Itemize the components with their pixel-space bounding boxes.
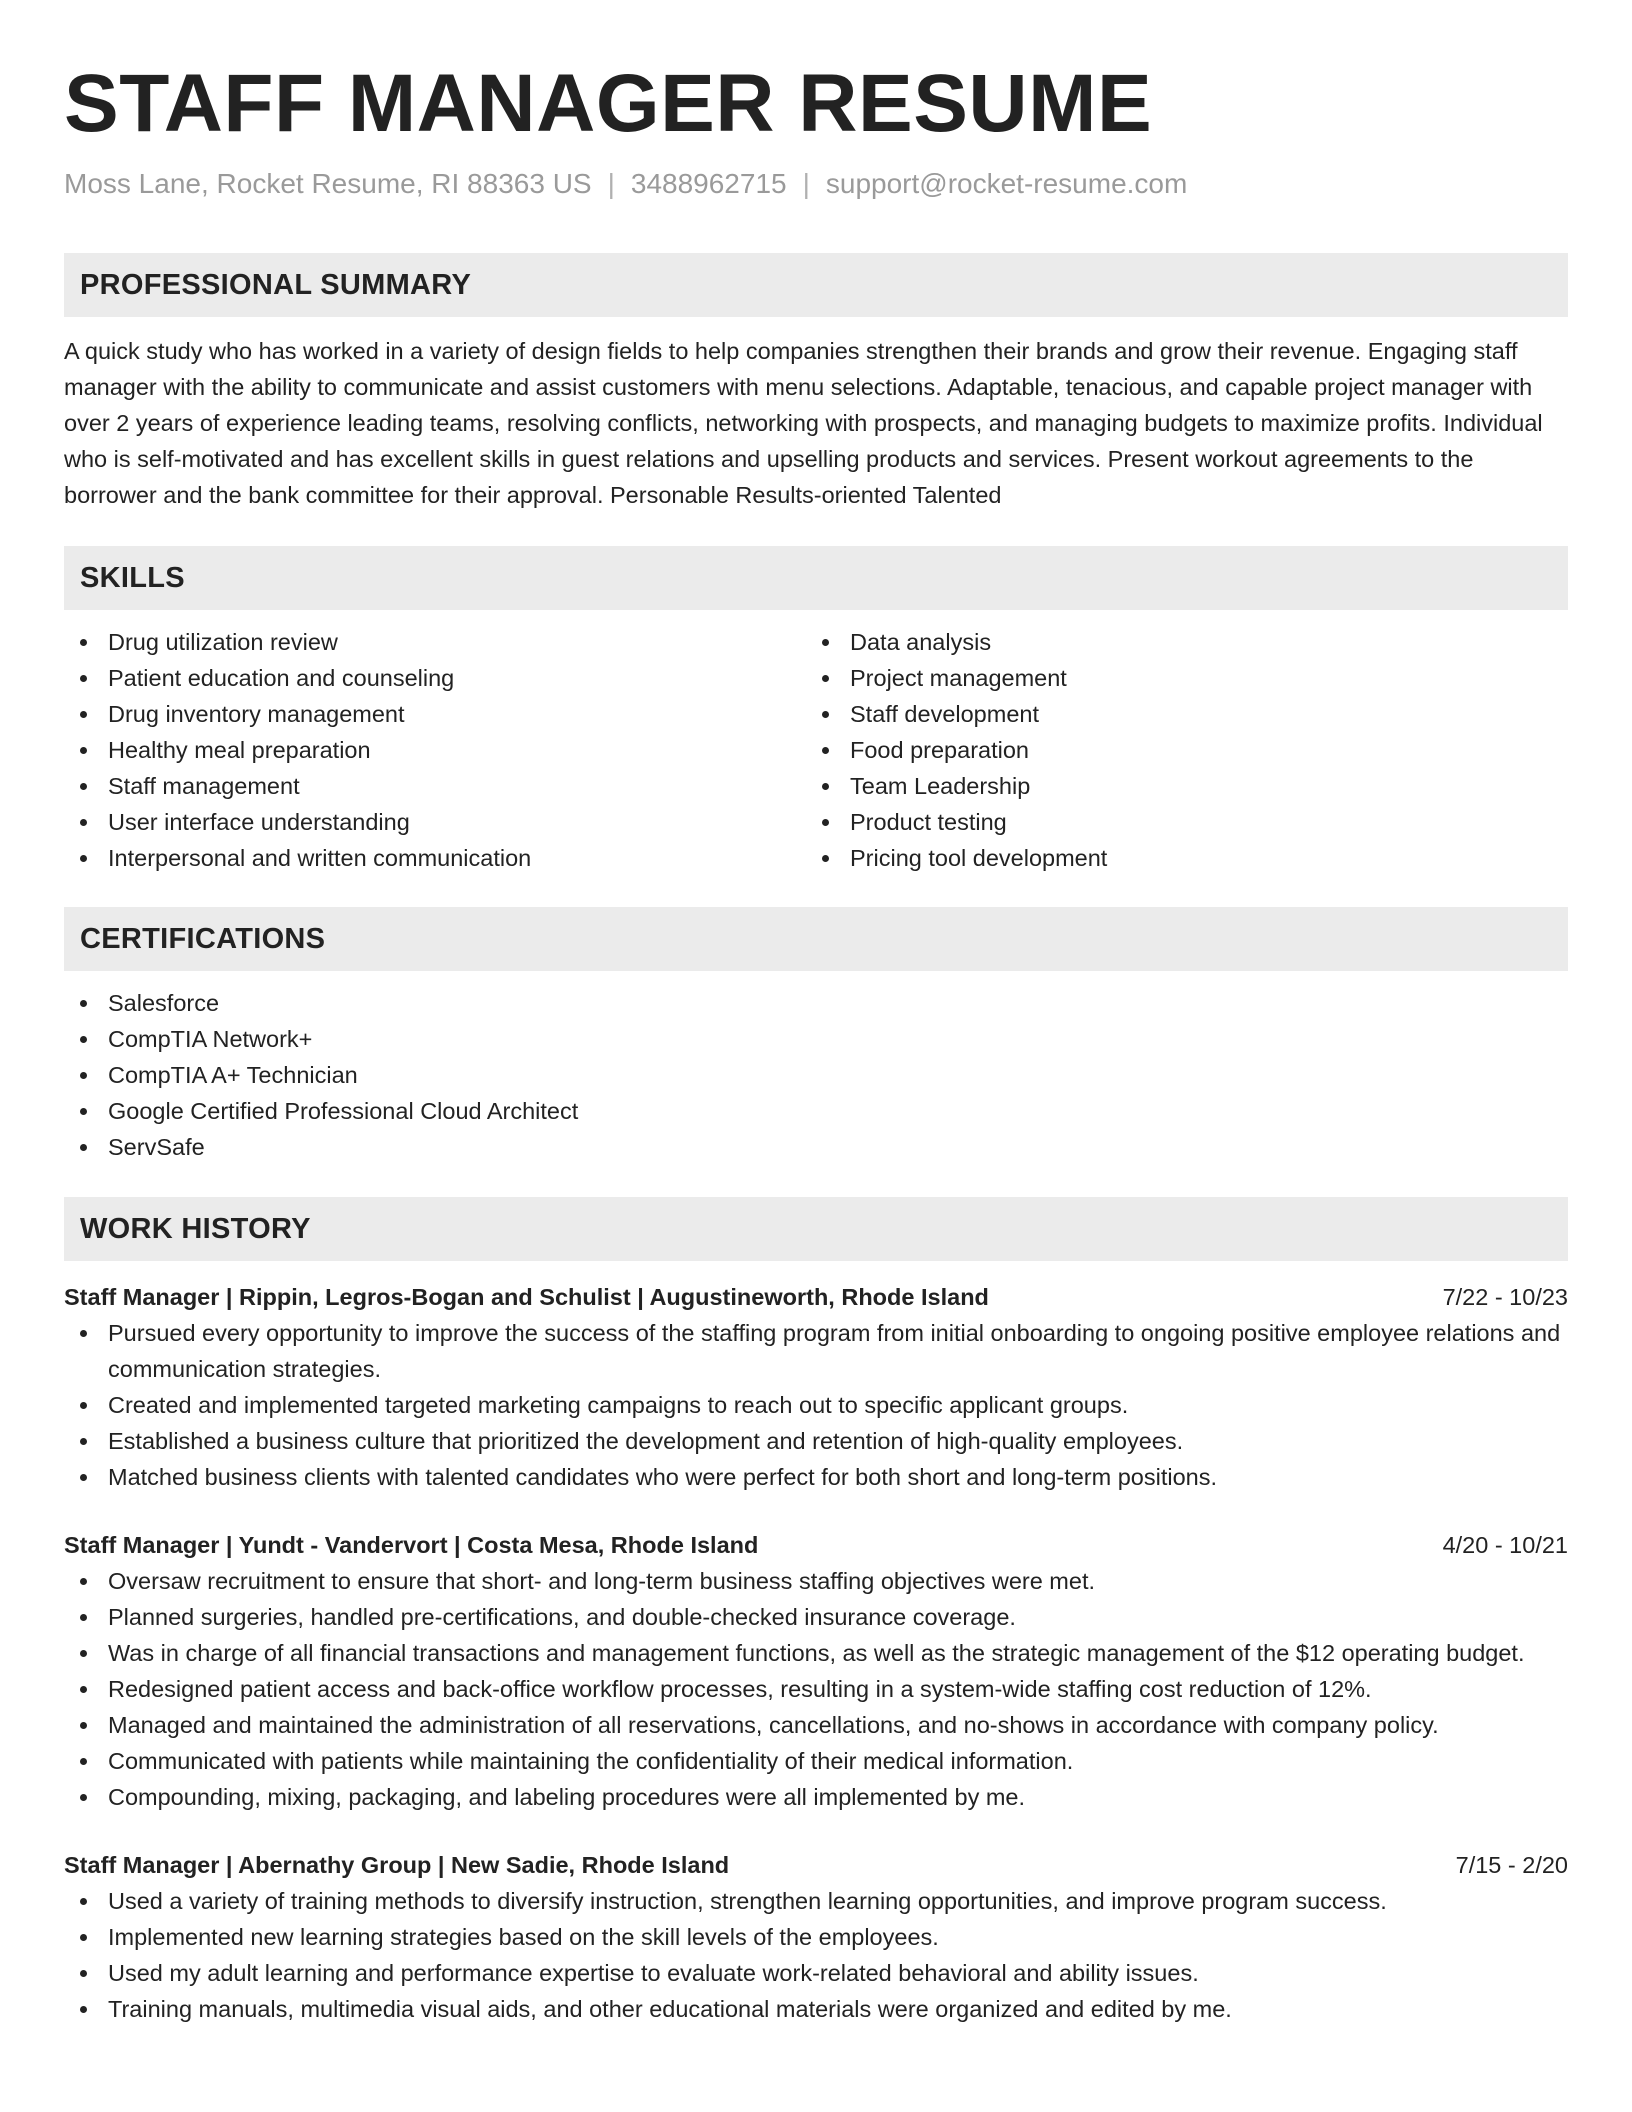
job-bullet: Matched business clients with talented candidates who were perfect for both short and long-term positions. (64, 1459, 1568, 1495)
job-bullet: Redesigned patient access and back-office workflow processes, resulting in a system-wide staffing cost reduction of 12%. (64, 1671, 1568, 1707)
skill-item: Project management (806, 660, 1548, 696)
job-bullet: Compounding, mixing, packaging, and labeling procedures were all implemented by me. (64, 1779, 1568, 1815)
skill-item: Product testing (806, 804, 1548, 840)
skills-list-left (64, 624, 806, 876)
skill-item: Staff management (64, 768, 806, 804)
job-dates: 4/20 - 10/21 (1442, 1532, 1568, 1558)
certification-item: CompTIA A+ Technician (64, 1057, 1568, 1093)
job-bullet: Planned surgeries, handled pre-certifications, and double-checked insurance coverage. (64, 1599, 1568, 1635)
job-bullet: Used my adult learning and performance expertise to evaluate work-related behavioral and ability issues. (64, 1955, 1568, 1991)
job-entry (64, 1847, 1568, 2027)
contact-separator: | (607, 168, 615, 199)
contact-phone: 3488962715 (630, 168, 787, 199)
skills-grid (64, 624, 1568, 876)
job-bullets (64, 1563, 1568, 1815)
resume-title: STAFF MANAGER RESUME (64, 58, 1153, 149)
skill-item: Pricing tool development (806, 840, 1548, 876)
job-title: Staff Manager | Rippin, Legros-Bogan and Schulist | Augustineworth, Rhode Island (64, 1284, 989, 1310)
skill-item: Drug inventory management (64, 696, 806, 732)
skill-item: User interface understanding (64, 804, 806, 840)
skill-item: Healthy meal preparation (64, 732, 806, 768)
job-bullet: Implemented new learning strategies based on the skill levels of the employees. (64, 1919, 1568, 1955)
job-bullets (64, 1883, 1568, 2027)
job-entry (64, 1527, 1568, 1815)
contact-line (64, 166, 1568, 202)
skills-list-right (806, 624, 1548, 876)
job-entry (64, 1279, 1568, 1495)
job-bullet: Communicated with patients while maintaining the confidentiality of their medical information. (64, 1743, 1568, 1779)
skill-item: Drug utilization review (64, 624, 806, 660)
skills-column-right (806, 624, 1548, 876)
certification-item: Salesforce (64, 985, 1568, 1021)
job-title: Staff Manager | Abernathy Group | New Sadie, Rhode Island (64, 1852, 730, 1878)
job-bullet: Managed and maintained the administration of all reservations, cancellations, and no-shows in accordance with company policy. (64, 1707, 1568, 1743)
summary-heading: PROFESSIONAL SUMMARY (64, 253, 1568, 317)
certification-item: CompTIA Network+ (64, 1021, 1568, 1057)
skills-column-left (64, 624, 806, 876)
job-header (64, 1847, 1568, 1883)
summary-text: A quick study who has worked in a variety of design fields to help companies strengthen their brands and grow their revenue. Engaging staff manager with the ability to communicate and assist customers with menu selections. Adaptable, tenacious, and capable project manager with over 2 years of experience leading teams, resolving conflicts, networking with prospects, and managing budgets to maximize profits. Individual who is self-motivated and has excellent skills in guest relations and upselling products and services. Present workout agreements to the borrower and the bank committee for their approval. Personable Results-oriented Talented (64, 338, 1543, 508)
certification-item: Google Certified Professional Cloud Architect (64, 1093, 1568, 1129)
job-bullet: Used a variety of training methods to diversify instruction, strengthen learning opportunities, and improve program success. (64, 1883, 1568, 1919)
certifications-list (64, 985, 1568, 1165)
skills-heading: SKILLS (64, 546, 1568, 610)
contact-email: support@rocket-resume.com (825, 168, 1188, 199)
job-header (64, 1527, 1568, 1563)
skill-item: Patient education and counseling (64, 660, 806, 696)
job-header (64, 1279, 1568, 1315)
job-dates: 7/15 - 2/20 (1455, 1852, 1568, 1878)
job-bullets (64, 1315, 1568, 1495)
skill-item: Interpersonal and written communication (64, 840, 806, 876)
job-dates: 7/22 - 10/23 (1442, 1284, 1568, 1310)
work-history-heading: WORK HISTORY (64, 1197, 1568, 1261)
job-bullet: Oversaw recruitment to ensure that short- and long-term business staffing objectives were met. (64, 1563, 1568, 1599)
certification-item: ServSafe (64, 1129, 1568, 1165)
job-bullet: Training manuals, multimedia visual aids, and other educational materials were organized and edited by me. (64, 1991, 1568, 2027)
job-bullet: Was in charge of all financial transactions and management functions, as well as the strategic management of the $12 operating budget. (64, 1635, 1568, 1671)
skill-item: Team Leadership (806, 768, 1548, 804)
job-bullet: Established a business culture that prioritized the development and retention of high-quality employees. (64, 1423, 1568, 1459)
job-title: Staff Manager | Yundt - Vandervort | Costa Mesa, Rhode Island (64, 1532, 759, 1558)
contact-separator: | (802, 168, 810, 199)
job-bullet: Pursued every opportunity to improve the success of the staffing program from initial onboarding to ongoing positive employee relations and communication strategies. (64, 1315, 1568, 1387)
skill-item: Data analysis (806, 624, 1548, 660)
skill-item: Staff development (806, 696, 1548, 732)
certifications-heading: CERTIFICATIONS (64, 907, 1568, 971)
job-bullet: Created and implemented targeted marketing campaigns to reach out to specific applicant groups. (64, 1387, 1568, 1423)
skill-item: Food preparation (806, 732, 1548, 768)
resume-page (64, 0, 1568, 2027)
contact-address: Moss Lane, Rocket Resume, RI 88363 US (64, 168, 592, 199)
